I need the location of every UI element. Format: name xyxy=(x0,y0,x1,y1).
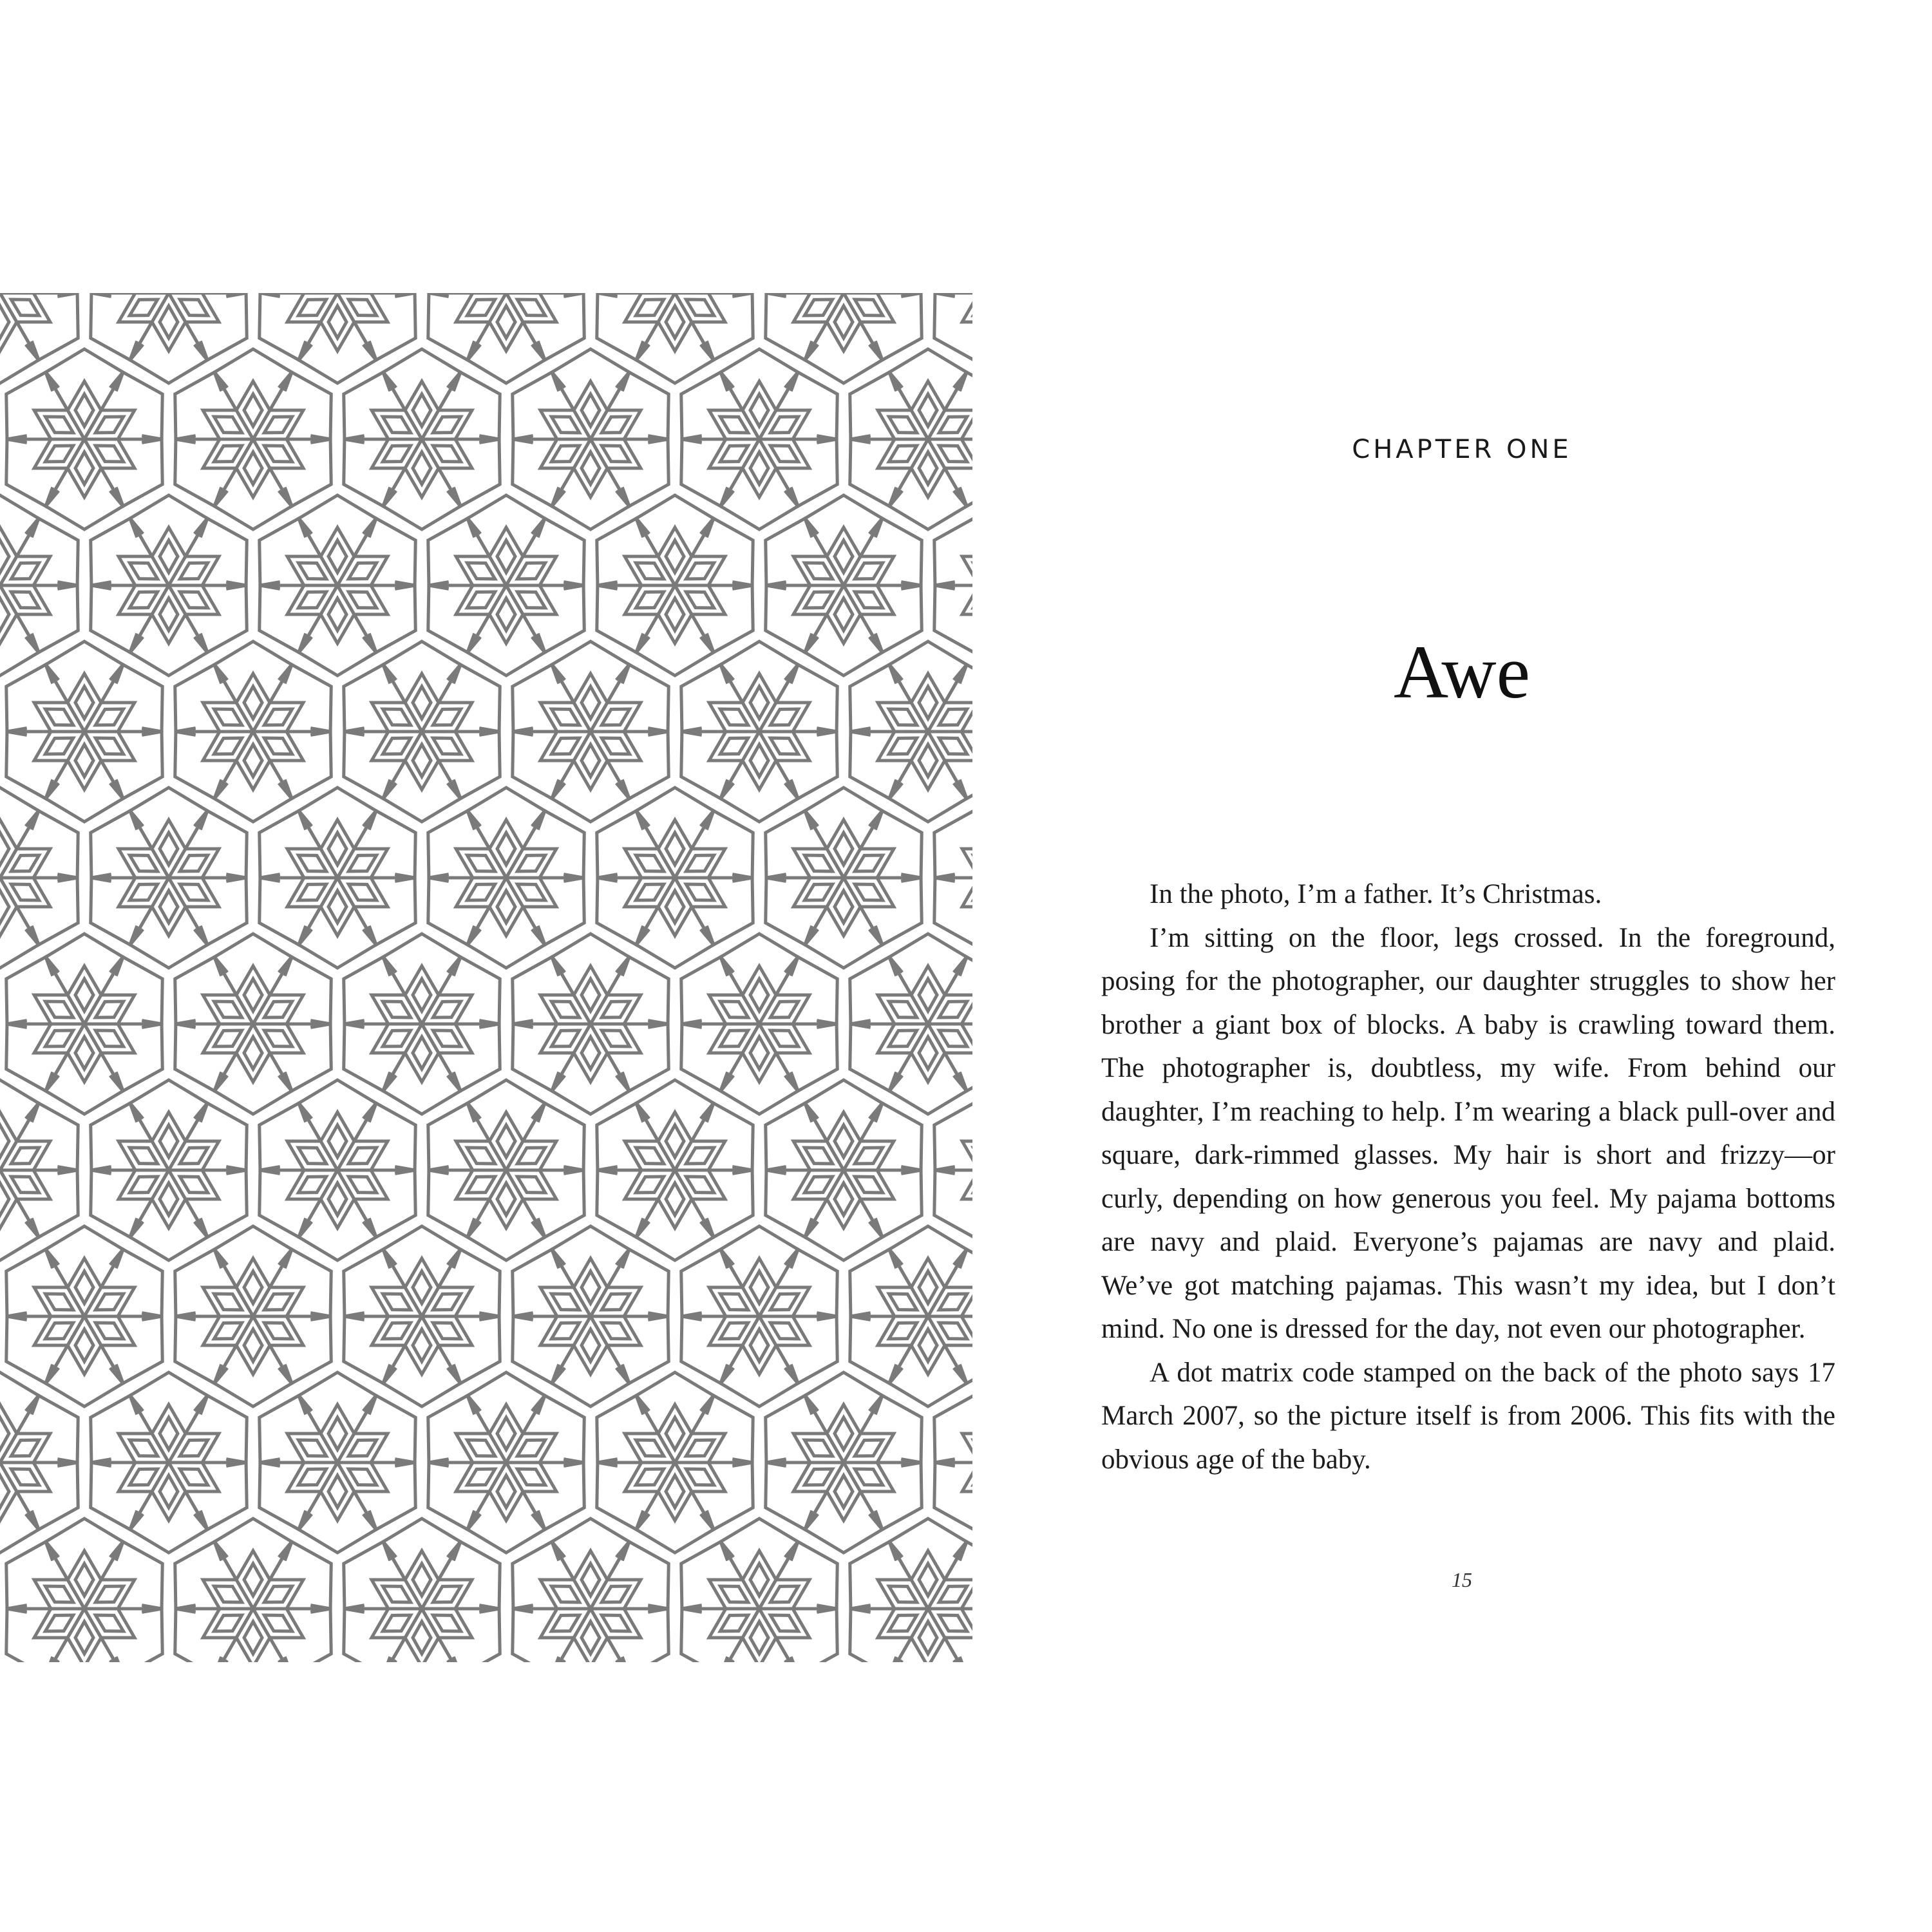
paragraph: In the photo, I’m a father. It’s Christmas. xyxy=(1150,879,1602,909)
paragraph: I’m sitting on the floor, legs crossed. In the foreground, posing for the photographer, our daughter struggles to show her brother a giant box of blocks. A baby is crawling toward them. The photographer is, doubtless, my wife. From behind our daughter, I’m reaching to help. I’m wearing a black pull-over and square, dark-rimmed glasses. My hair is short and frizzy—or curly, depending on how generous you feel. My pajama bottoms are navy and plaid. Everyone’s pajamas are navy and plaid. We’ve got matching pajamas. This wasn’t my idea, but I don’t mind. No one is dressed for the day, not even our photographer. xyxy=(1101,922,1835,1344)
chapter-label: CHAPTER ONE xyxy=(1352,435,1572,464)
geometric-pattern-icon xyxy=(0,293,972,1662)
paragraph: A dot matrix code stamped on the back of the photo says 17 March 2007, so the picture itself is from 2006. This fits with the obvious age of the baby. xyxy=(1101,1357,1835,1475)
chapter-text-page xyxy=(1088,0,1835,1932)
chapter-body xyxy=(1101,873,1835,1481)
chapter-title: Awe xyxy=(1394,630,1530,714)
ornamental-pattern-page xyxy=(0,293,972,1662)
page-number: 15 xyxy=(1452,1568,1472,1591)
